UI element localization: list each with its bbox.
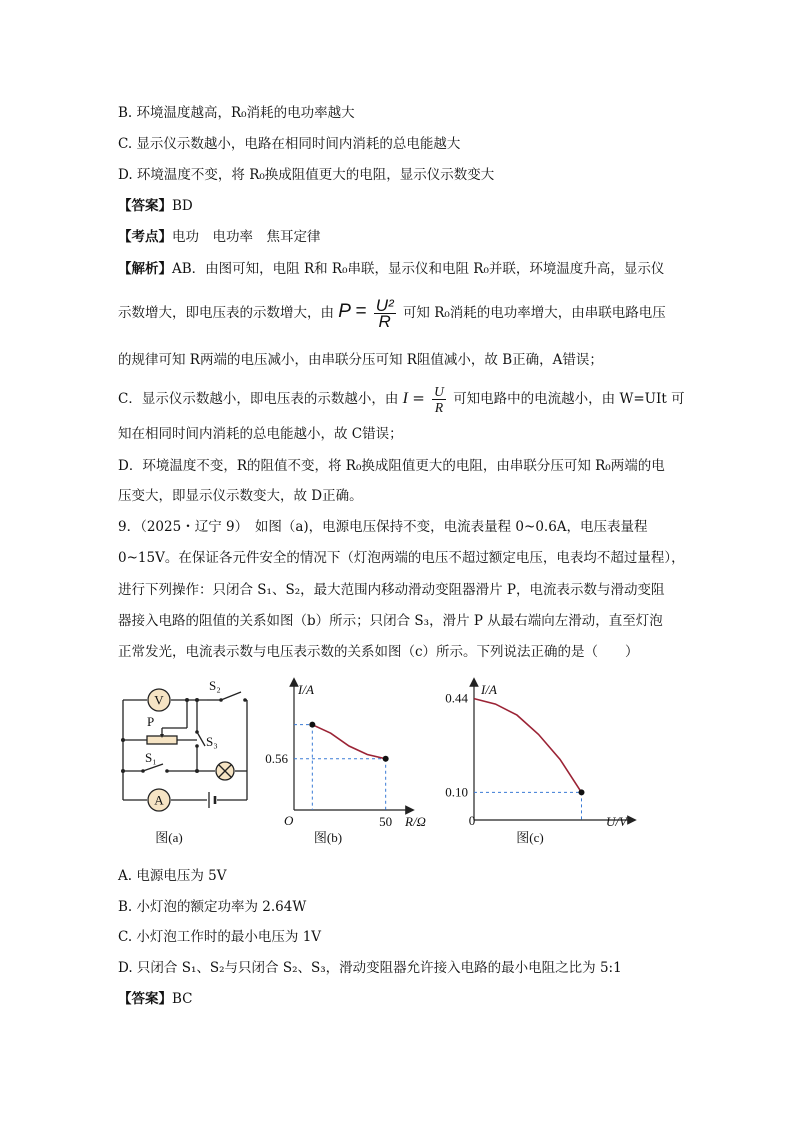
fraction-denominator: R [434,400,444,415]
chart-c-y-tick-label: 0.10 [445,784,468,800]
chart-c-ylabel: I/A [481,682,497,697]
chart-b-x-tick-label: 50 [379,814,393,829]
answer-prev [118,197,193,215]
analysis-text: AB．由图可知，电阻 R和 R₀串联，显示仪和电阻 R₀并联，环境温度升高，显示仪 [172,261,665,277]
chart-c [420,676,640,848]
rheostat-icon [147,734,177,744]
analysis-line-3: 的规律可知 R两端的电压减小，由串联分压可知 R阻值减小，故 B正确，A错误； [118,352,603,368]
formula-power-symbol: P [338,301,351,322]
switch-s2-label: S₂ [209,678,221,693]
question-9-line-1: 9．（2025・辽宁 9） 如图（a)，电源电压保持不变，电流表量程 0~0.6A，电压表量程 [118,519,648,535]
option-b: B. 小灯泡的额定功率为 2.64W [118,899,307,915]
voltmeter-label: V [154,692,164,708]
analysis-text: 可知 R₀消耗的电功率增大，由串联电路电压 [402,305,666,321]
analysis-text: 可知电路中的电流越小，由 W=UIt 可 [453,391,685,407]
chart-b-ylabel: I/A [298,682,314,697]
chart-c-data-point [579,789,585,795]
option-c-prev: C. 显示仪示数越小，电路在相同时间内消耗的总电能越大 [118,136,461,152]
chart-b-caption: 图(b) [313,830,343,845]
figures [0,676,794,856]
switch-icon [141,764,169,773]
question-9-line-4: 器接入电路的阻值的关系如图（b）所示；只闭合 S₃，滑片 P 从最右端向左滑动，直至灯泡 [118,613,663,629]
chart-b-origin-label: O [284,813,294,828]
chart-c-caption: 图(c) [516,830,544,845]
switch-icon [195,730,205,748]
analysis-text: 示数增大，即电压表的示数增大，由 [118,305,334,321]
battery-icon [209,792,215,808]
kaodian [118,228,321,246]
chart-c-y-tick-label: 0.44 [445,690,468,706]
chart-c-series-line [474,699,582,793]
analysis-text: C．显示仪示数越小，即电压表的示数越小，由 [118,391,399,407]
formula-current-fraction [432,384,446,415]
chart-b-y-tick-label: 0.56 [265,750,288,766]
analysis-line-4 [118,384,685,415]
chart-b-data-point [309,722,315,728]
chart-c-xlabel: U/V [606,814,627,829]
ammeter-label: A [154,792,164,808]
option-d: D. 只闭合 S₁、S₂与只闭合 S₂、S₃，滑动变阻器允许接入电路的最小电阻之比为 5:1 [118,960,622,976]
analysis-tag: 【解析】 [118,261,172,277]
option-b-prev: B. 环境温度越高，R₀消耗的电功率越大 [118,105,355,121]
formula-power-fraction [374,298,396,329]
question-9-line-2: 0~15V。在保证各元件安全的情况下（灯泡两端的电压不超过额定电压，电表均不超过量程）， [118,550,685,566]
fraction-denominator: R [378,312,391,331]
option-d-prev: D. 环境温度不变，将 R₀换成阻值更大的电阻，显示仪示数变大 [118,167,495,183]
figure-a-caption: 图(a) [155,830,183,845]
circuit-diagram [115,676,265,848]
chart-b [258,676,438,848]
formula-current-symbol: I [402,390,408,407]
kaodian-tag: 【考点】 [118,229,172,245]
ammeter-icon [148,789,170,811]
analysis-line-1 [118,260,664,278]
voltmeter-icon [148,689,170,711]
switch-s1-label: S₁ [145,750,157,765]
formula-equals: = [412,389,425,407]
analysis-line-7: 压变大，即显示仪示数变大，故 D正确。 [118,488,363,504]
analysis-line-5: 知在相同时间内消耗的总电能越小，故 C错误； [118,426,403,442]
answer-9 [118,990,193,1008]
chart-b-series-line [312,725,385,759]
option-a: A. 电源电压为 5V [118,868,227,884]
fraction-numerator: U² [375,296,394,315]
chart-b-xlabel: R/Ω [405,814,426,829]
chart-b-data-point [383,756,389,762]
switch-s3-label: S₃ [206,734,218,749]
fraction-numerator: U [434,384,444,399]
question-9-line-3: 进行下列操作：只闭合 S₁、S₂，最大范围内移动滑动变阻器滑片 P，电流表示数与滑动变阻 [118,582,665,598]
answer-value: BD [172,198,193,214]
analysis-line-2 [118,298,666,329]
answer-value: BC [172,991,193,1007]
option-c: C. 小灯泡工作时的最小电压为 1V [118,929,322,945]
lamp-icon [216,762,234,780]
chart-c-origin-label: 0 [468,813,476,828]
answer-tag: 【答案】 [118,198,172,214]
analysis-line-6: D．环境温度不变，R的阻值不变，将 R₀换成阻值更大的电阻，由串联分压可知 R₀两端的电 [118,458,665,474]
slider-p-label: P [147,714,155,729]
switch-icon [219,692,247,702]
question-9-line-5: 正常发光，电流表示数与电压表示数的关系如图（c）所示。下列说法正确的是（ ） [118,644,639,660]
answer-tag: 【答案】 [118,991,172,1007]
formula-equals: = [355,301,367,322]
kaodian-value: 电功 电功率 焦耳定律 [172,229,321,245]
